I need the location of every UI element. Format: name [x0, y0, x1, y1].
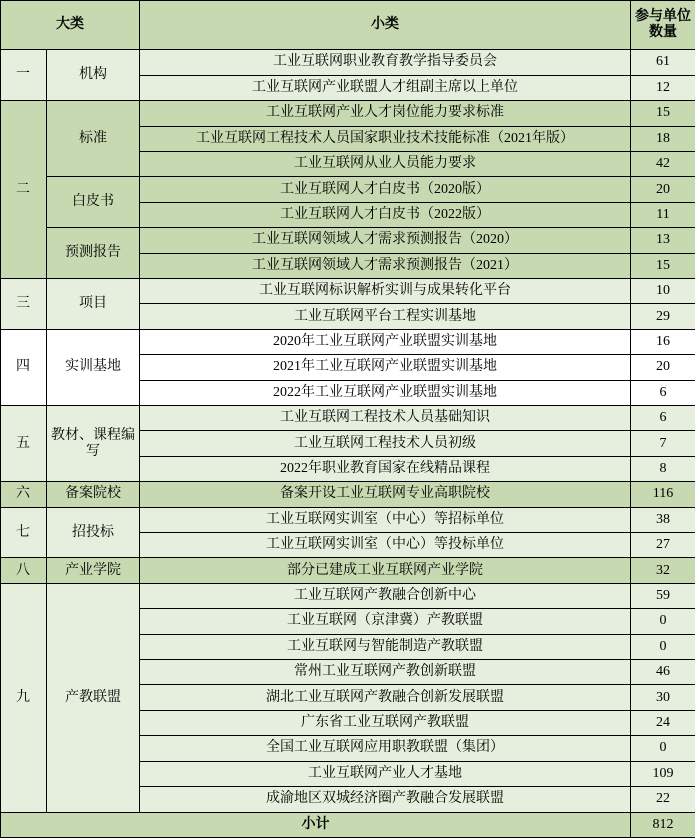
subcategory-cell: 成渝地区双城经济圈产教融合发展联盟 — [140, 787, 631, 812]
count-cell: 61 — [631, 50, 695, 75]
count-cell: 8 — [631, 456, 695, 481]
category-number: 八 — [1, 558, 47, 583]
table-row — [1, 507, 695, 532]
category-number: 六 — [1, 482, 47, 507]
category-number: 二 — [1, 101, 47, 279]
subcategory-cell: 工业互联网领域人才需求预测报告（2020） — [140, 228, 631, 253]
table-row — [1, 228, 695, 253]
table-row — [1, 482, 695, 507]
category-name: 预测报告 — [47, 228, 140, 279]
subcategory-cell: 工业互联网工程技术人员基础知识 — [140, 406, 631, 431]
count-cell: 59 — [631, 583, 695, 608]
category-name: 白皮书 — [47, 177, 140, 228]
count-cell: 20 — [631, 177, 695, 202]
table-row — [1, 329, 695, 354]
subcategory-cell: 2020年工业互联网产业联盟实训基地 — [140, 329, 631, 354]
count-cell: 18 — [631, 126, 695, 151]
count-cell: 6 — [631, 380, 695, 405]
count-cell: 38 — [631, 507, 695, 532]
category-name: 备案院校 — [47, 482, 140, 507]
count-cell: 6 — [631, 406, 695, 431]
subcategory-cell: 工业互联网平台工程实训基地 — [140, 304, 631, 329]
header-count: 参与单位数量 — [631, 1, 695, 50]
subcategory-cell: 工业互联网领域人才需求预测报告（2021） — [140, 253, 631, 278]
table-row — [1, 50, 695, 75]
count-cell: 27 — [631, 533, 695, 558]
count-cell: 32 — [631, 558, 695, 583]
count-cell: 13 — [631, 228, 695, 253]
subcategory-cell: 2021年工业互联网产业联盟实训基地 — [140, 355, 631, 380]
count-cell: 11 — [631, 202, 695, 227]
subcategory-cell: 全国工业互联网应用职教联盟（集团） — [140, 736, 631, 761]
subcategory-cell: 工业互联网职业教育教学指导委员会 — [140, 50, 631, 75]
subcategory-cell: 工业互联网产业人才基地 — [140, 761, 631, 786]
subcategory-cell: 工业互联网（京津冀）产教联盟 — [140, 609, 631, 634]
category-name: 招投标 — [47, 507, 140, 558]
category-name: 标准 — [47, 101, 140, 177]
subcategory-cell: 工业互联网人才白皮书（2022版） — [140, 202, 631, 227]
count-cell: 109 — [631, 761, 695, 786]
count-cell: 20 — [631, 355, 695, 380]
subcategory-cell: 工业互联网工程技术人员国家职业技术技能标准（2021年版） — [140, 126, 631, 151]
category-number: 四 — [1, 329, 47, 405]
subcategory-cell: 备案开设工业互联网专业高职院校 — [140, 482, 631, 507]
subcategory-cell: 工业互联网产业联盟人才组副主席以上单位 — [140, 75, 631, 100]
subcategory-cell: 工业互联网从业人员能力要求 — [140, 151, 631, 176]
subcategory-cell: 工业互联网产教融合创新中心 — [140, 583, 631, 608]
subcategory-cell: 工业互联网实训室（中心）等投标单位 — [140, 533, 631, 558]
count-cell: 116 — [631, 482, 695, 507]
subcategory-cell: 2022年工业互联网产业联盟实训基地 — [140, 380, 631, 405]
count-cell: 0 — [631, 609, 695, 634]
table-row — [1, 278, 695, 303]
header-category: 大类 — [1, 1, 140, 50]
count-cell: 16 — [631, 329, 695, 354]
total-value: 812 — [631, 812, 695, 837]
table-row — [1, 101, 695, 126]
table-row — [1, 177, 695, 202]
subcategory-cell: 工业互联网工程技术人员初级 — [140, 431, 631, 456]
count-cell: 15 — [631, 101, 695, 126]
count-cell: 42 — [631, 151, 695, 176]
count-cell: 24 — [631, 710, 695, 735]
count-cell: 22 — [631, 787, 695, 812]
category-name: 项目 — [47, 278, 140, 329]
count-cell: 29 — [631, 304, 695, 329]
count-cell: 0 — [631, 634, 695, 659]
total-label: 小计 — [1, 812, 631, 837]
subcategory-cell: 常州工业互联网产教创新联盟 — [140, 660, 631, 685]
table-header-row — [1, 1, 695, 50]
subcategory-cell: 湖北工业互联网产教融合创新发展联盟 — [140, 685, 631, 710]
subcategory-cell: 工业互联网与智能制造产教联盟 — [140, 634, 631, 659]
table-row — [1, 558, 695, 583]
category-number: 一 — [1, 50, 47, 101]
category-name: 机构 — [47, 50, 140, 101]
subcategory-cell: 部分已建成工业互联网产业学院 — [140, 558, 631, 583]
subcategory-cell: 广东省工业互联网产教联盟 — [140, 710, 631, 735]
category-name: 产教联盟 — [47, 583, 140, 812]
category-name: 实训基地 — [47, 329, 140, 405]
table-row — [1, 583, 695, 608]
subcategory-cell: 工业互联网标识解析实训与成果转化平台 — [140, 278, 631, 303]
count-cell: 30 — [631, 685, 695, 710]
subcategory-cell: 工业互联网产业人才岗位能力要求标准 — [140, 101, 631, 126]
count-cell: 7 — [631, 431, 695, 456]
subcategory-cell: 2022年职业教育国家在线精品课程 — [140, 456, 631, 481]
category-number: 三 — [1, 278, 47, 329]
count-cell: 12 — [631, 75, 695, 100]
header-subcategory: 小类 — [140, 1, 631, 50]
subcategory-cell: 工业互联网人才白皮书（2020版） — [140, 177, 631, 202]
total-row — [1, 812, 695, 837]
category-number: 七 — [1, 507, 47, 558]
category-name: 教材、课程编写 — [47, 406, 140, 482]
category-number: 五 — [1, 406, 47, 482]
category-number: 九 — [1, 583, 47, 812]
count-cell: 0 — [631, 736, 695, 761]
count-cell: 15 — [631, 253, 695, 278]
category-name: 产业学院 — [47, 558, 140, 583]
count-cell: 10 — [631, 278, 695, 303]
count-cell: 46 — [631, 660, 695, 685]
subcategory-cell: 工业互联网实训室（中心）等招标单位 — [140, 507, 631, 532]
table-row — [1, 406, 695, 431]
